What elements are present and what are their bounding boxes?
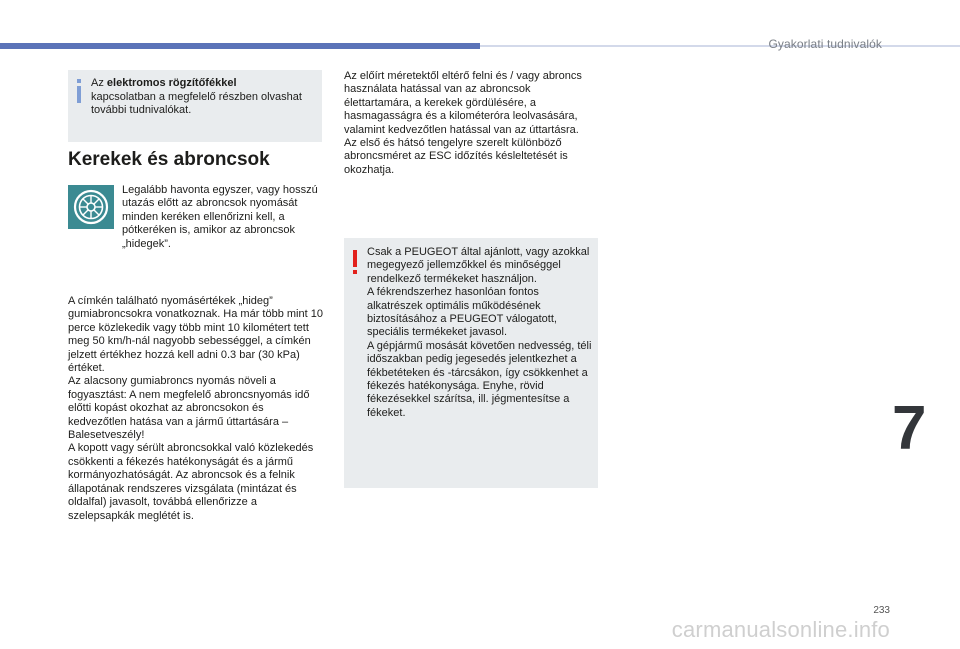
warning-icon	[353, 250, 357, 274]
info-text-prefix: Az	[91, 77, 107, 89]
right-paragraph: Az előírt méretektől eltérő felni és / vagy abroncs használata hatással van az abroncsok élettartamára, a kerekek gördülésére, a hasmagasságra és a kilométeróra leolvasására, valamint kedvezőtlen hatással van az úttartásra.	[344, 70, 582, 136]
warning-text	[367, 246, 595, 420]
watermark: carmanualsonline.info	[671, 617, 890, 642]
warning-box	[344, 238, 598, 488]
chapter-number: 7	[892, 394, 927, 463]
info-icon	[77, 79, 81, 103]
body-paragraph: A címkén található nyomásértékek „hideg” gumiabroncsokra vonatkoznak. Ha már több mint 10 perce közlekedik vagy több mint 10 kilométert tett meg 50 km/h-nál nagyobb sebességgel, a címkén jelzett értékhez hozzá kell adni 0.3 bar (30 kPa) értéket.	[68, 295, 323, 375]
body-paragraph: Az alacsony gumiabroncs nyomás növeli a fogyasztást: A nem megfelelő abroncsnyomás idő előtti kopást okozhat az abroncsokon és kedvezőtlen hatása van a jármű úttartására – Balesetveszély!	[68, 375, 310, 442]
info-text-bold: elektromos rögzítőfékkel	[106, 77, 237, 89]
body-text	[68, 295, 324, 523]
page-number: 233	[873, 605, 890, 616]
header-accent-bar	[0, 43, 480, 49]
right-paragraph: Az első és hátsó tengelyre szerelt különböző abroncsméret az ESC időzítés késleltetését is okozhatja.	[344, 137, 568, 176]
info-text-rest: kapcsolatban a megfelelő részben olvashat további tudnivalókat.	[91, 90, 302, 116]
section-header-title: Gyakorlati tudnivalók	[768, 37, 882, 51]
tyre-note-text: Legalább havonta egyszer, vagy hosszú utazás előtt az abroncsok nyomását minden keréken ellenőrizni kell, a pótkeréken is, amikor az abroncsok „hidegek”.	[122, 184, 318, 250]
tyre-icon	[68, 185, 114, 229]
header-rule	[480, 45, 960, 47]
warning-paragraph: A fékrendszerhez hasonlóan fontos alkatrészek optimális működésének biztosításához a PEUGEOT válogatott, speciális termékeket javasol.	[367, 286, 557, 339]
warning-paragraph: Csak a PEUGEOT által ajánlott, vagy azokkal megegyező jellemzőkkel és minőséggel rendelkező termékeket használjon.	[367, 246, 590, 285]
info-box	[68, 70, 322, 142]
right-column-text	[344, 70, 600, 177]
info-text	[91, 77, 313, 118]
body-paragraph: A kopott vagy sérült abroncsokkal való közlekedés csökkenti a fékezés hatékonyságát és a jármű kormányozhatóságát. Az abroncsok és a felnik állapotának rendszeres vizsgálata (mintázat és oldalfal) javasolt, továbbá ellenőrizze a szelepsapkák meglétét is.	[68, 442, 314, 522]
section-title: Kerekek és abroncsok	[68, 149, 270, 170]
warning-paragraph: A gépjármű mosását követően nedvesség, téli időszakban pedig jegesedés jelentkezhet a fékbetéteken és -tárcsákon, így csökkenhet a fékezés hatékonysága. Enyhe, rövid fékezésekkel szárítsa, ill. jégmentesítse a fékeket.	[367, 339, 592, 419]
